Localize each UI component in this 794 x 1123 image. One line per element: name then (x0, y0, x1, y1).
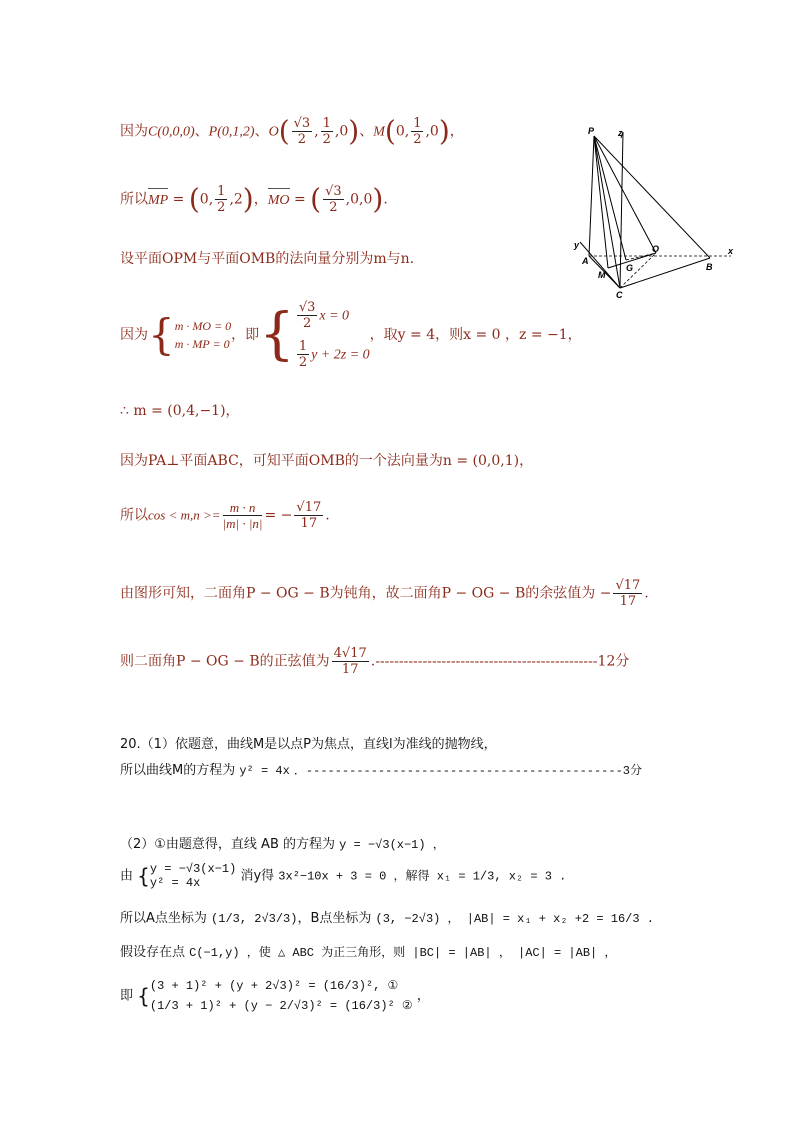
line-20-6: 假设存在点 C(−1,y) ，使 △ ABC 为正三角形，则 |BC| = |AB| ， |AC| = |AB| ， (120, 945, 617, 960)
line-19-6: 因为PA⊥平面ABC，可知平面OMB的一个法向量为n = (0,0,1)， (120, 453, 534, 469)
line-20-1: 20.（1）依题意，曲线M是以点P为焦点，直线l为准线的抛物线， (120, 737, 497, 752)
line-19-8: 由图形可知，二面角P − OG − B为钝角，故二面角P − OG − B的余弦值为 − $\frac{√17}{17}$ . (120, 578, 649, 609)
line-20-3: （2）①由题意得，直线 AB 的方程为 y = −√3(x−1) ， (120, 837, 445, 852)
line-20-5: 所以A点坐标为 (1/3, 2√3/3)，B点坐标为 (3, −2√3) ， |AB| = x₁ + x₂ +2 = 16/3 . (120, 911, 654, 926)
line-19-1: 因为C(0,0,0)、P(0,1,2)、O( $\frac{√3}{2}$ , $\frac{1}{2}$ ,0)、M(0, $\frac{1}{2}$ ,0)， (120, 114, 464, 148)
edge-go (626, 253, 656, 260)
svg-text:B: B (706, 262, 713, 272)
edge-po (594, 136, 656, 253)
line-20-4: 由 { y = −√3(x−1) y² = 4x 消y得 3x²−10x + 3 = 0 ，解得 x₁ = 1/3, x₂ = 3 . (120, 862, 567, 890)
edge-pa (589, 136, 594, 256)
svg-text:P: P (588, 126, 595, 136)
svg-text:G: G (626, 263, 634, 273)
point-p: P(0,1,2) (208, 124, 255, 140)
svg-text:y: y (574, 240, 580, 250)
svg-text:x: x (728, 246, 734, 256)
tetrahedron-figure (566, 124, 740, 302)
svg-text:M: M (598, 270, 606, 280)
edge-cb (620, 258, 710, 288)
svg-text:z: z (618, 128, 623, 138)
point-c: C(0,0,0) (148, 124, 195, 140)
line-19-5: ∴ m = (0,4,−1)， (120, 403, 240, 419)
svg-text:A: A (582, 256, 589, 266)
line-19-3: 设平面OPM与平面OMB的法向量分别为m与n. (120, 251, 415, 267)
line-19-7: 所以cos < m,n >= $\frac{m \cdot n}{|m| \cdot |n|}$ = − $\frac{√17}{17}$ . (120, 500, 330, 531)
line-19-9: 则二面角P − OG − B的正弦值为 $\frac{4√17}{17}$ .-----------------------------------------------12分 (120, 646, 630, 677)
point-o: O (268, 124, 279, 140)
line-20-7: 即 { (3 + 1)² + (y + 2√3)² = (16/3)², ① (1/3 + 1)² + (y − 2/√3)² = (16/3)² ② ， (120, 979, 430, 1013)
line-19-2: 所以MP = (0, $\frac{1}{2}$ ,2)，MO = ( $\frac{√3}{2}$ ,0,0). (120, 182, 388, 216)
svg-text:C: C (616, 290, 623, 300)
line-19-4: 因为{ m · MO = 0 m · MP = 0 ，即{ $\frac{√3}{2}$ x = 0 $\frac{1}{2}$ y + 2z = 0 ，取y = 4，则x = 0 ，z = −1， (120, 300, 582, 370)
line-20-2: 所以曲线M的方程为 y² = 4x ．--------------------------------------------3分 (120, 763, 642, 778)
edge-pm (594, 136, 608, 268)
point-m: M (373, 124, 385, 140)
svg-text:O: O (652, 244, 660, 254)
